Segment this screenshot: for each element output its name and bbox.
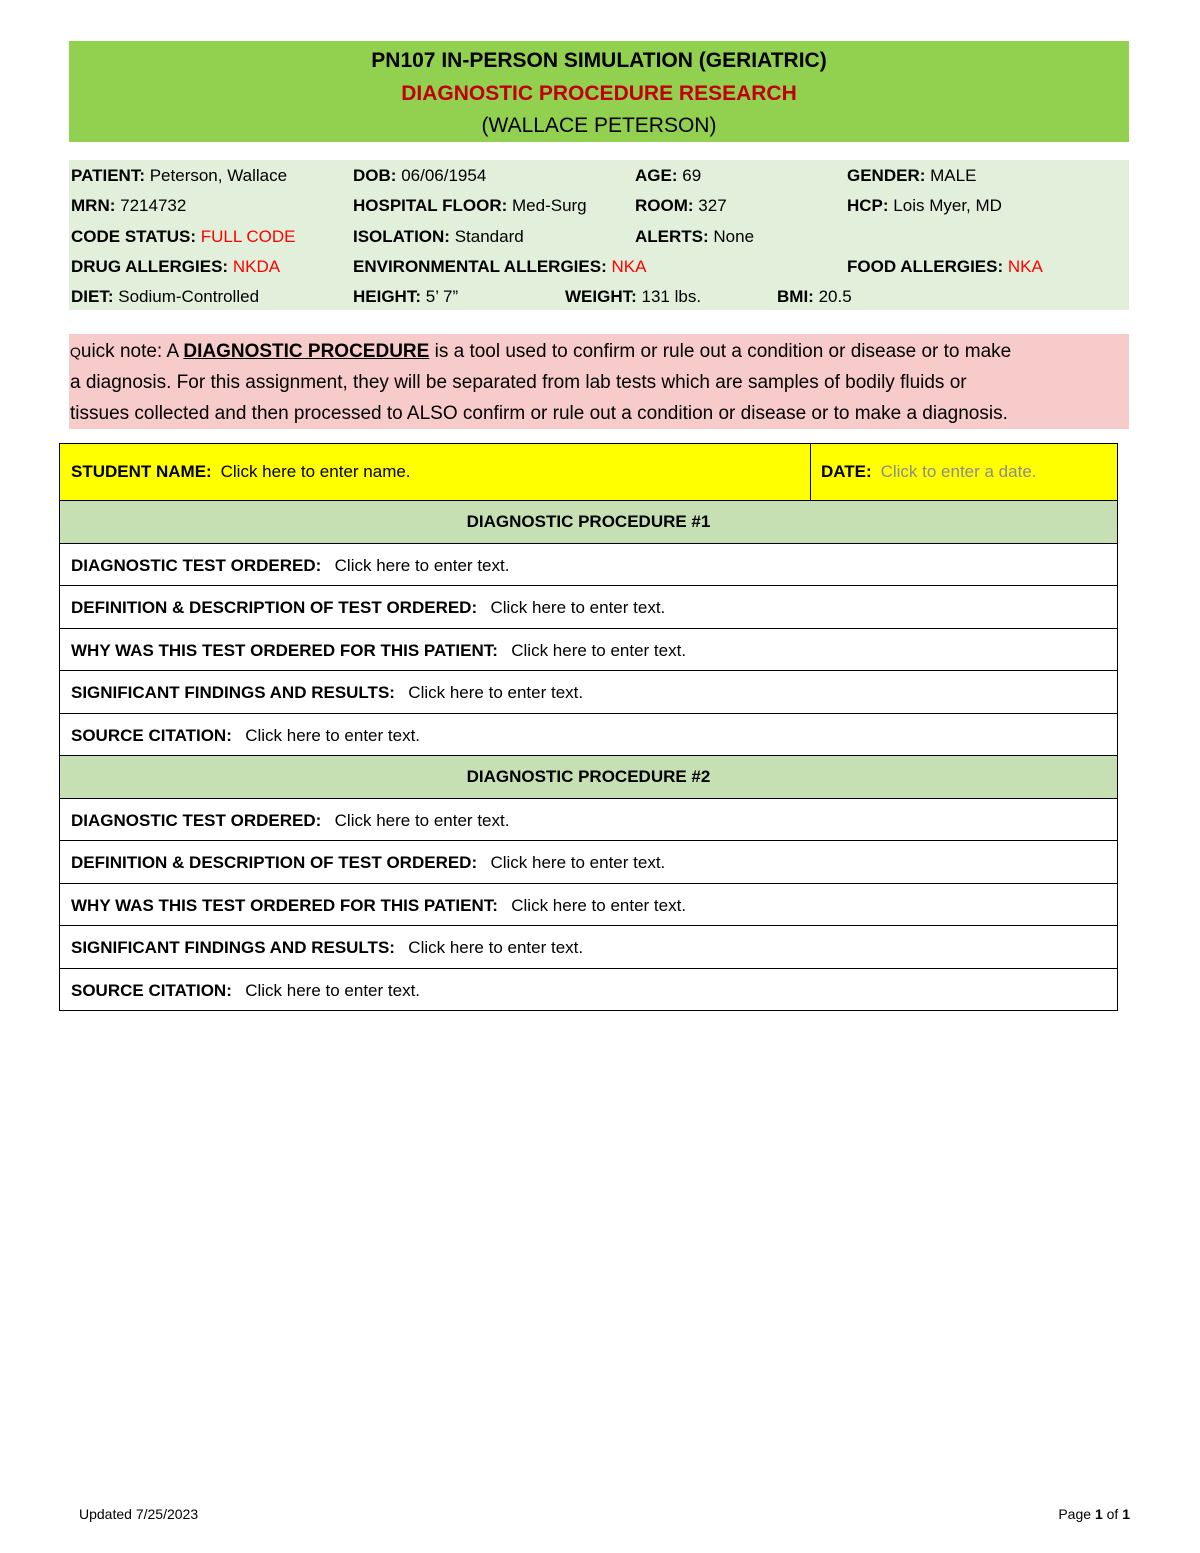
- procedure-1-findings-row: [59, 671, 1118, 714]
- text-input[interactable]: Click here to enter text.: [245, 725, 421, 745]
- procedure-2-test-ordered-row: [59, 799, 1118, 842]
- environmental-allergies-field: ENVIRONMENTAL ALLERGIES: NKA: [353, 257, 647, 276]
- weight-field: WEIGHT: 131 lbs.: [565, 287, 702, 306]
- room-field: ROOM: 327: [635, 196, 727, 215]
- procedure-1-test-ordered-row: [59, 544, 1118, 587]
- text-input[interactable]: Click here to enter text.: [490, 853, 666, 872]
- field-label: WHY WAS THIS TEST ORDERED FOR THIS PATIENT:: [71, 895, 498, 915]
- patient-field: PATIENT: Peterson, Wallace: [71, 166, 288, 185]
- procedure-2-header: [59, 756, 1118, 799]
- diet-field: DIET: Sodium-Controlled: [71, 287, 260, 306]
- field-label: WHY WAS THIS TEST ORDERED FOR THIS PATIENT:: [71, 640, 498, 660]
- procedure-2-definition-row: [59, 841, 1118, 884]
- field-label: DIAGNOSTIC TEST ORDERED:: [71, 810, 322, 830]
- assignment-title: DIAGNOSTIC PROCEDURE RESEARCH: [401, 82, 797, 105]
- height-field: HEIGHT: 5’ 7”: [353, 287, 459, 306]
- hospital-floor-field: HOSPITAL FLOOR: Med-Surg: [353, 196, 587, 215]
- procedure-2-citation-row: [59, 969, 1118, 1012]
- field-label: SOURCE CITATION:: [71, 725, 232, 745]
- course-title: PN107 IN-PERSON SIMULATION (GERIATRIC): [371, 49, 827, 72]
- code-status-field: CODE STATUS: FULL CODE: [71, 227, 296, 246]
- field-label: SOURCE CITATION:: [71, 980, 232, 1000]
- procedure-1-why-row: [59, 629, 1118, 672]
- page-number: Page 1 of 1: [1058, 1506, 1130, 1522]
- dob-field: DOB: 06/06/1954: [353, 166, 487, 185]
- date-input[interactable]: Click to enter a date.: [880, 462, 1037, 481]
- updated-date: Updated 7/25/2023: [79, 1506, 199, 1522]
- text-input[interactable]: Click here to enter text.: [334, 555, 510, 575]
- procedure-2-findings-row: [59, 926, 1118, 969]
- student-name-label: STUDENT NAME:: [71, 462, 212, 481]
- procedure-2-why-row: [59, 884, 1118, 927]
- text-input[interactable]: Click here to enter text.: [408, 938, 584, 957]
- note-line-1: Quick note: A DIAGNOSTIC PROCEDURE is a tool used to confirm or rule out a condition or disease or to make: [70, 341, 1012, 362]
- bmi-field: BMI: 20.5: [777, 287, 852, 306]
- field-label: SIGNIFICANT FINDINGS AND RESULTS:: [71, 683, 395, 702]
- hcp-field: HCP: Lois Myer, MD: [847, 196, 1002, 215]
- text-input[interactable]: Click here to enter text.: [490, 598, 666, 617]
- text-input[interactable]: Click here to enter text.: [245, 980, 421, 1000]
- procedure-1-header: [59, 501, 1118, 544]
- food-allergies-field: FOOD ALLERGIES: NKA: [847, 257, 1043, 276]
- procedure-1-citation-row: [59, 714, 1118, 757]
- field-label: SIGNIFICANT FINDINGS AND RESULTS:: [71, 938, 395, 957]
- procedure-1-title: DIAGNOSTIC PROCEDURE #1: [466, 512, 711, 531]
- patient-info-block: [69, 160, 1129, 310]
- quick-note: [69, 334, 1129, 429]
- text-input[interactable]: Click here to enter text.: [408, 683, 584, 702]
- gender-field: GENDER: MALE: [847, 166, 977, 185]
- text-input[interactable]: Click here to enter text.: [511, 895, 687, 915]
- field-label: DIAGNOSTIC TEST ORDERED:: [71, 555, 322, 575]
- text-input[interactable]: Click here to enter text.: [334, 810, 510, 830]
- field-label: DEFINITION & DESCRIPTION OF TEST ORDERED:: [71, 598, 478, 617]
- mrn-field: MRN: 7214732: [71, 196, 187, 215]
- text-input[interactable]: Click here to enter text.: [511, 640, 687, 660]
- student-name-cell: [60, 444, 811, 500]
- alerts-field: ALERTS: None: [635, 227, 755, 246]
- procedure-2-title: DIAGNOSTIC PROCEDURE #2: [466, 767, 711, 786]
- student-row: [59, 443, 1118, 501]
- field-label: DEFINITION & DESCRIPTION OF TEST ORDERED:: [71, 853, 478, 872]
- title-banner: [69, 41, 1129, 142]
- date-cell: [810, 444, 1117, 500]
- isolation-field: ISOLATION: Standard: [353, 227, 524, 246]
- procedure-1-definition-row: [59, 586, 1118, 629]
- age-field: AGE: 69: [635, 166, 702, 185]
- drug-allergies-field: DRUG ALLERGIES: NKDA: [71, 257, 281, 276]
- student-name-input[interactable]: Click here to enter name.: [220, 462, 411, 481]
- date-label: DATE:: [821, 462, 872, 481]
- note-line-3: tissues collected and then processed to ALSO confirm or rule out a condition or disease or to make a diagnosis.: [70, 403, 1008, 424]
- procedure-form: [59, 443, 1118, 1011]
- note-line-2: a diagnosis. For this assignment, they will be separated from lab tests which are samples of bodily fluids or: [70, 372, 967, 393]
- patient-title: (WALLACE PETERSON): [481, 114, 717, 137]
